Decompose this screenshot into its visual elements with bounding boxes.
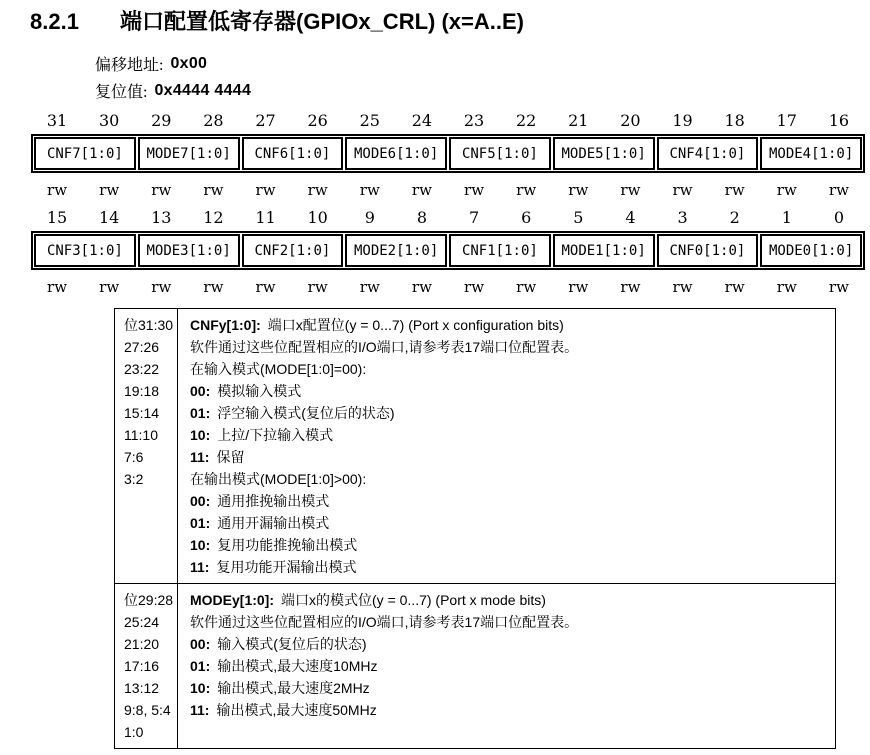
description-line-term: 11: <box>190 702 210 718</box>
access-type-rw: rw <box>307 278 328 296</box>
access-type-rw: rw <box>724 278 745 296</box>
offset-address-line <box>95 50 870 77</box>
bit-field-cell: MODE6[1:0] <box>345 137 447 170</box>
bit-number: 4 <box>625 208 636 227</box>
bit-number: 2 <box>729 208 740 227</box>
description-line-text: 在输出模式(MODE[1:0]>00): <box>190 471 367 487</box>
reset-value-label: 复位值: <box>95 84 148 101</box>
description-line-text: 输入模式(复位后的状态) <box>217 636 367 652</box>
bit-number: 16 <box>828 111 850 130</box>
bit-number: 28 <box>203 111 224 130</box>
bit-number: 11 <box>255 208 276 227</box>
description-line <box>190 314 835 336</box>
access-type-rw: rw <box>359 181 380 199</box>
access-type-rw: rw <box>620 181 641 199</box>
bit-field-cell: MODE4[1:0] <box>760 137 862 170</box>
description-column <box>178 309 835 583</box>
description-line-text: 在输入模式(MODE[1:0]=00): <box>190 361 367 377</box>
bit-range: 25:24 <box>124 614 160 630</box>
reset-value-value: 0x4444 4444 <box>154 81 252 99</box>
offset-address-label: 偏移地址: <box>95 57 164 74</box>
access-type-rw: rw <box>99 181 120 199</box>
description-line-text: 浮空输入模式(复位后的状态) <box>217 405 395 421</box>
description-line <box>190 490 835 512</box>
access-type-rw: rw <box>151 278 172 296</box>
bit-field-cell: MODE0[1:0] <box>760 234 862 267</box>
description-line-text: 端口x的模式位(y = 0...7) (Port x mode bits) <box>281 592 546 608</box>
description-line-text: 输出模式,最大速度2MHz <box>217 680 370 696</box>
description-line-term: 00: <box>190 493 211 509</box>
description-line-text: 端口x配置位(y = 0...7) (Port x configuration bits) <box>267 317 564 333</box>
offset-address-value: 0x00 <box>170 54 208 72</box>
bit-number: 6 <box>521 208 532 227</box>
description-line <box>190 402 835 424</box>
bit-field-cell: MODE2[1:0] <box>345 234 447 267</box>
description-line <box>190 611 835 633</box>
bit-number: 27 <box>255 111 276 130</box>
description-row-cnf <box>115 309 835 583</box>
description-line <box>190 699 835 721</box>
access-type-rw: rw <box>99 278 120 296</box>
description-line-text: 保留 <box>216 449 245 465</box>
bit-field-cell: CNF1[1:0] <box>449 234 551 267</box>
description-row-mode <box>115 583 835 748</box>
bit-number: 30 <box>99 111 120 130</box>
bit-ranges-column <box>115 584 178 748</box>
bit-range: 15:14 <box>124 405 160 421</box>
description-line-term: 10: <box>190 537 211 553</box>
bit-range: 1:0 <box>124 724 144 740</box>
bit-number: 23 <box>463 111 485 130</box>
description-line-term: 01: <box>190 515 211 531</box>
description-line <box>190 534 835 556</box>
bit-number: 1 <box>781 208 792 227</box>
bit-range: 13:12 <box>124 680 160 696</box>
bit-field-cell: CNF3[1:0] <box>34 234 136 267</box>
description-line-term: 11: <box>190 559 210 575</box>
section-heading <box>30 9 870 35</box>
access-type-rw: rw <box>359 278 380 296</box>
bit-number-row <box>31 111 865 130</box>
bit-field-cell: CNF0[1:0] <box>657 234 759 267</box>
description-line-text: 通用开漏输出模式 <box>217 515 330 531</box>
description-line-term: 11: <box>190 449 210 465</box>
bit-number: 24 <box>411 111 433 130</box>
description-line-term: CNFy[1:0]: <box>190 317 261 333</box>
description-line <box>190 336 835 358</box>
description-line <box>190 468 835 490</box>
access-type-rw: rw <box>411 181 432 199</box>
bit-number: 25 <box>359 111 380 130</box>
bit-number: 14 <box>99 208 120 227</box>
access-type-row <box>31 279 865 295</box>
register-bit-table-15-0 <box>31 208 865 295</box>
register-description-table <box>114 308 836 749</box>
bit-number: 20 <box>620 111 641 130</box>
register-meta <box>95 50 870 104</box>
description-line <box>190 424 835 446</box>
description-line-text: 输出模式,最大速度10MHz <box>217 658 378 674</box>
bit-range: 9:8, 5:4 <box>124 702 171 718</box>
access-type-rw: rw <box>776 278 797 296</box>
bit-range: 27:26 <box>124 339 160 355</box>
description-line <box>190 446 835 468</box>
bit-number: 19 <box>672 111 693 130</box>
bit-field-cell: CNF7[1:0] <box>34 137 136 170</box>
description-column <box>178 584 835 748</box>
description-line <box>190 380 835 402</box>
access-type-rw: rw <box>255 278 276 296</box>
bit-number: 9 <box>364 208 375 227</box>
bit-number: 17 <box>776 111 797 130</box>
description-line-term: 01: <box>190 658 211 674</box>
access-type-rw: rw <box>464 181 485 199</box>
register-bit-table-31-16 <box>31 111 865 198</box>
bit-number: 3 <box>677 208 688 227</box>
bit-number: 31 <box>46 111 68 130</box>
access-type-rw: rw <box>672 278 693 296</box>
bit-range: 7:6 <box>124 449 144 465</box>
bit-number: 0 <box>833 208 845 227</box>
description-line <box>190 655 835 677</box>
description-line-text: 软件通过这些位配置相应的I/O端口,请参考表17端口位配置表。 <box>190 614 579 630</box>
access-type-rw: rw <box>203 181 224 199</box>
bit-range: 位31:30 <box>124 317 174 333</box>
reset-value-line <box>95 77 870 104</box>
bit-field-cell: MODE3[1:0] <box>138 234 240 267</box>
bit-number: 15 <box>46 208 68 227</box>
description-line <box>190 633 835 655</box>
access-type-rw: rw <box>672 181 693 199</box>
bit-field-cell: CNF2[1:0] <box>242 234 344 267</box>
bit-number: 21 <box>568 111 589 130</box>
description-line-text: 输出模式,最大速度50MHz <box>216 702 377 718</box>
bit-field-row <box>31 231 865 270</box>
bit-number: 10 <box>307 208 328 227</box>
bit-number: 13 <box>151 208 172 227</box>
section-title: 端口配置低寄存器(GPIOx_CRL) (x=A..E) <box>120 9 524 34</box>
bit-number: 26 <box>307 111 328 130</box>
bit-number: 12 <box>203 208 224 227</box>
section-number: 8.2.1 <box>30 9 79 34</box>
bit-range: 23:22 <box>124 361 160 377</box>
bit-range: 21:20 <box>124 636 160 652</box>
access-type-rw: rw <box>47 181 68 199</box>
bit-field-row <box>31 134 865 173</box>
bit-range: 3:2 <box>124 471 144 487</box>
description-line-term: 01: <box>190 405 211 421</box>
access-type-rw: rw <box>151 181 172 199</box>
bit-ranges-column <box>115 309 178 583</box>
access-type-rw: rw <box>620 278 641 296</box>
bit-field-cell: CNF6[1:0] <box>242 137 344 170</box>
description-line-term: MODEy[1:0]: <box>190 592 275 608</box>
access-type-rw: rw <box>203 278 224 296</box>
description-line-term: 10: <box>190 427 211 443</box>
description-line-text: 软件通过这些位配置相应的I/O端口,请参考表17端口位配置表。 <box>190 339 579 355</box>
description-line <box>190 512 835 534</box>
access-type-rw: rw <box>47 278 68 296</box>
description-line-term: 00: <box>190 383 211 399</box>
bit-field-cell: MODE5[1:0] <box>553 137 655 170</box>
access-type-rw: rw <box>255 181 276 199</box>
bit-range: 17:16 <box>124 658 160 674</box>
access-type-rw: rw <box>464 278 485 296</box>
bit-number: 29 <box>151 111 172 130</box>
description-line-text: 模拟输入模式 <box>217 383 302 399</box>
bit-field-cell: MODE1[1:0] <box>553 234 655 267</box>
description-line-term: 00: <box>190 636 211 652</box>
description-line-term: 10: <box>190 680 211 696</box>
bit-field-cell: CNF5[1:0] <box>449 137 551 170</box>
description-line <box>190 358 835 380</box>
access-type-row <box>31 182 865 198</box>
access-type-rw: rw <box>568 278 589 296</box>
description-line-text: 通用推挽输出模式 <box>217 493 330 509</box>
bit-number: 8 <box>416 208 428 227</box>
access-type-rw: rw <box>828 181 849 199</box>
access-type-rw: rw <box>516 181 537 199</box>
access-type-rw: rw <box>724 181 745 199</box>
bit-range: 位29:28 <box>124 592 174 608</box>
bit-number: 18 <box>724 111 745 130</box>
access-type-rw: rw <box>307 181 328 199</box>
description-line-text: 复用功能推挽输出模式 <box>217 537 358 553</box>
description-line-text: 上拉/下拉输入模式 <box>217 427 334 443</box>
bit-range: 11:10 <box>124 427 158 443</box>
bit-field-cell: CNF4[1:0] <box>657 137 759 170</box>
bit-number: 7 <box>468 208 480 227</box>
description-line <box>190 556 835 578</box>
description-line <box>190 677 835 699</box>
access-type-rw: rw <box>568 181 589 199</box>
bit-number-row <box>31 208 865 227</box>
bit-field-cell: MODE7[1:0] <box>138 137 240 170</box>
access-type-rw: rw <box>776 181 797 199</box>
description-line <box>190 589 835 611</box>
bit-number: 5 <box>573 208 584 227</box>
access-type-rw: rw <box>516 278 537 296</box>
description-line-text: 复用功能开漏输出模式 <box>216 559 357 575</box>
access-type-rw: rw <box>411 278 432 296</box>
access-type-rw: rw <box>828 278 849 296</box>
bit-range: 19:18 <box>124 383 160 399</box>
bit-number: 22 <box>516 111 537 130</box>
